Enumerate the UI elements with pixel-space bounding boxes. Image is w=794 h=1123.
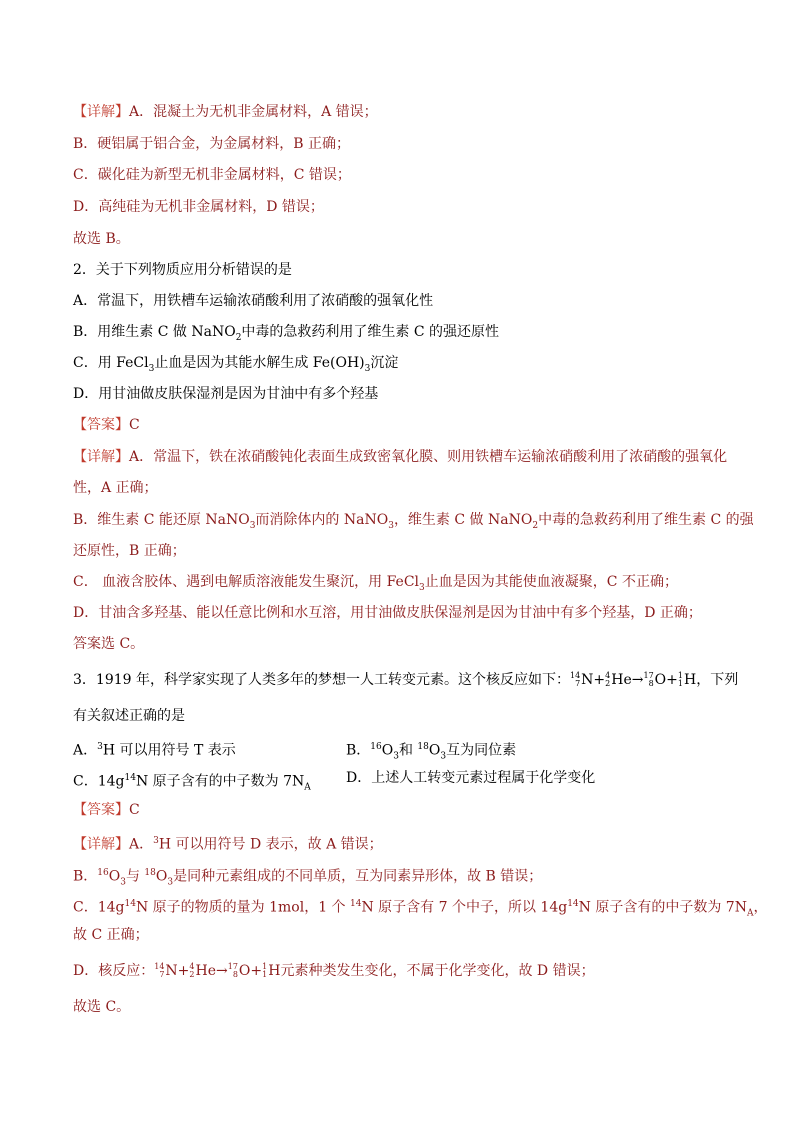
question-2-detail-a1: 【详解】A．常温下，铁在浓硝酸钝化表面生成致密氧化膜、则用铁槽车运输浓硝酸利用了浓硝酸的强氧化 (73, 449, 728, 465)
question-2-option-a: A．常温下，用铁槽车运输浓硝酸利用了浓硝酸的强氧化性 (73, 293, 434, 309)
question-2-option-b: B．用维生素 C 做 NaNO$_2$中毒的急救药利用了维生素 C 的强还原性 (73, 324, 500, 343)
question-2-option-c: C．用 FeCl$_3$止血是因为其能水解生成 $Fe(OH)_3$沉淀 (73, 355, 399, 374)
question-2-detail-d: D．甘油含多羟基、能以任意比例和水互溶，用甘油做皮肤保湿剂是因为甘油中有多个羟基，D 正确； (73, 605, 702, 621)
question-2-detail-b2: 还原性，B 正确； (73, 543, 186, 559)
nuclide-o: 17 8 (643, 671, 654, 688)
question-3-stem: 3．1919 年，科学家实现了人类多年的梦想一人工转变元素。这个核反应如下： 14 7 N+ 4 2 He→ 17 8 O+ 1 1 H，下列 (73, 671, 739, 688)
nuclide-he: 4 2 (605, 671, 611, 688)
question-3-detail-d: D．核反应： 14 7 N+ 4 2 He→ 17 8 O+ 1 1 H元素种类发生变化，不属于化学变化，故 D 错误； (73, 962, 595, 979)
question-3-detail-b: B．$^{16}O_3$与 $^{18}O_3$是同种元素组成的不同单质，互为同素异形体，故 B 错误； (73, 868, 543, 888)
question-3-answer: 【答案】C (73, 802, 140, 818)
question-2-detail-a2: 性，A 正确； (73, 480, 158, 496)
question-2-stem: 2．关于下列物质应用分析错误的是 (73, 262, 292, 278)
question-3-option-d: D．上述人工转变元素过程属于化学变化 (346, 770, 596, 786)
question-3-detail-a: 【详解】A．$^3$H 可以用符号 D 表示，故 A 错误； (73, 836, 383, 853)
question-2-detail-b1: B．维生素 C 能还原 NaNO$_3$而消除体内的 NaNO$_3$，维生素 C 做 NaNO$_2$中毒的急救药利用了维生素 C 的强 (73, 512, 754, 531)
question-2-detail-c: C． 血液含胶体、遇到电解质溶液能发生聚沉，用 FeCl$_3$止血是因为其能使血液凝聚，C 不正确； (73, 574, 678, 593)
detail-line-3: C．碳化硅为新型无机非金属材料，C 错误； (73, 167, 351, 183)
detail-line-1 (73, 103, 378, 121)
question-3-detail-c2: 故 C 正确； (73, 927, 149, 943)
detail-text: A．混凝土为无机非金属材料，A 错误； (129, 104, 378, 120)
question-2-answer: 【答案】C (73, 417, 140, 433)
question-2-detail-end: 答案选 C。 (73, 636, 145, 652)
nuclide-h: 1 1 (677, 671, 683, 688)
detail-line-4: D．高纯硅为无机非金属材料，D 错误； (73, 199, 324, 215)
question-2-option-d: D．用甘油做皮肤保湿剂是因为甘油中有多个羟基 (73, 386, 379, 402)
nuclide-n: 14 7 (569, 671, 581, 688)
question-3-option-a: A．$^3$H 可以用符号 T 表示 (73, 742, 236, 759)
detail-tag: 【详解】 (73, 104, 129, 120)
question-3-option-c: C．$14g^{14}N$ 原子含有的中子数为 $7N_A$ (73, 773, 311, 793)
question-3-detail-c1: C．$14g^{14}N$ 原子的物质的量为 1mol，1 个 $^{14}$N 原子含有 7 个中子，所以 $14g^{14}N$ 原子含有的中子数为 $7N_A$， (73, 899, 768, 919)
detail-line-2: B．硬铝属于铝合金，为金属材料，B 正确； (73, 136, 351, 152)
question-3-detail-end: 故选 C。 (73, 999, 131, 1015)
question-3-option-b: B．$^{16}O_3$和 $^{18}O_3$互为同位素 (346, 742, 517, 762)
question-3-stem-2: 有关叙述正确的是 (73, 708, 185, 724)
detail-line-5: 故选 B。 (73, 231, 130, 247)
